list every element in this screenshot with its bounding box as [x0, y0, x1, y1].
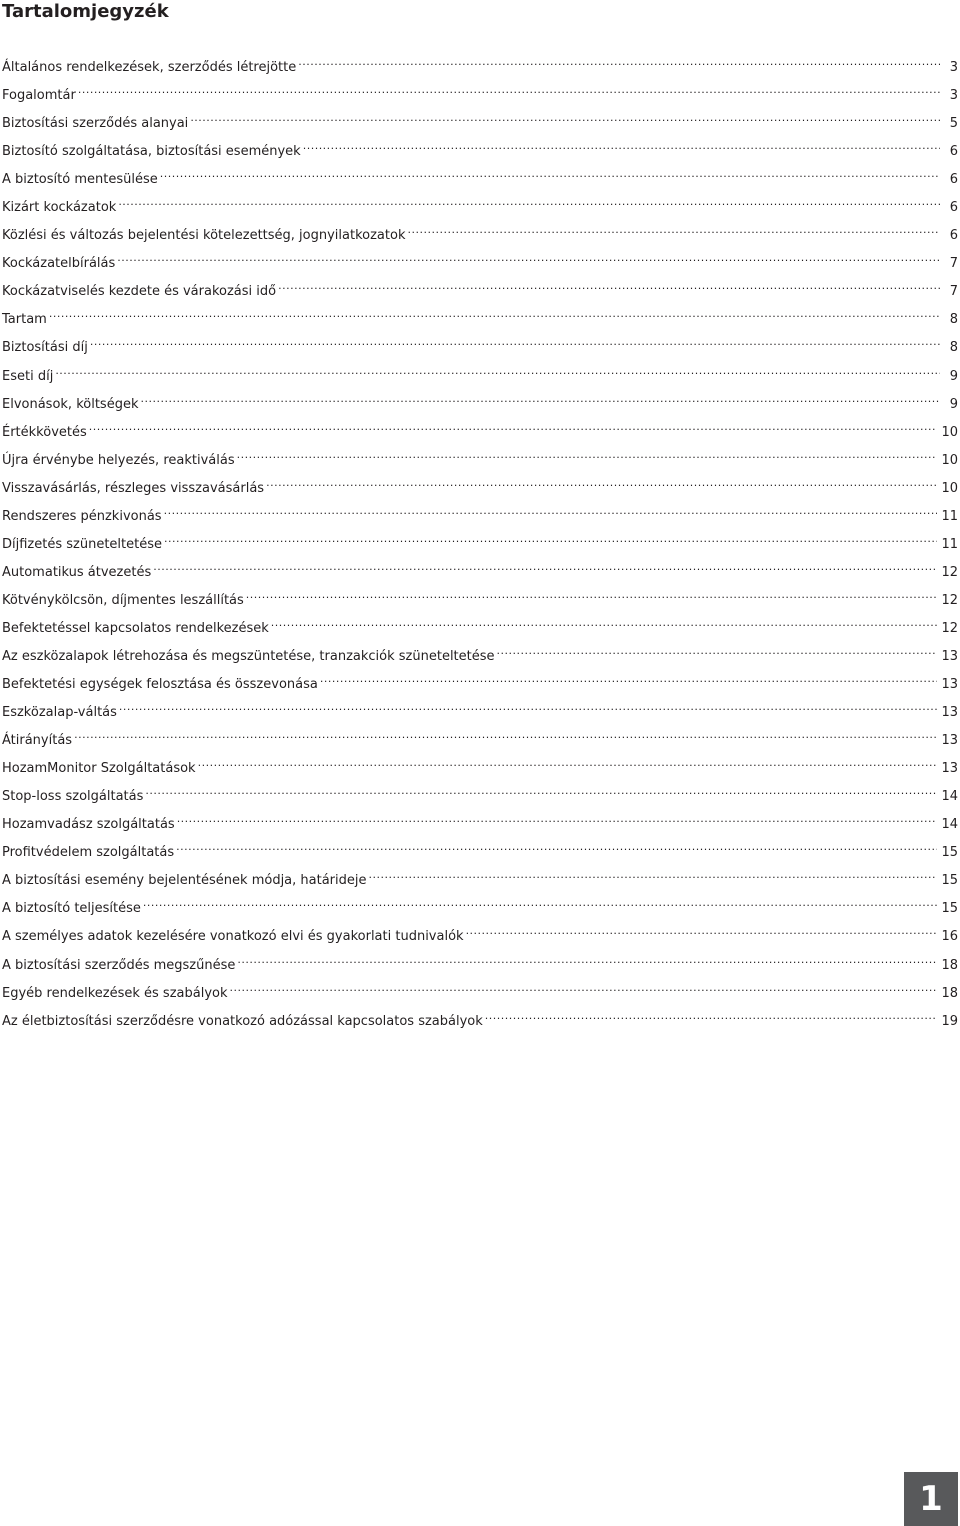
toc-dot-leader [320, 675, 938, 688]
toc-dot-leader [466, 927, 938, 940]
toc-dot-leader [143, 899, 938, 912]
toc-entry-title: A személyes adatok kezelésére vonatkozó elvi és gyakorlati tudnivalók [2, 929, 464, 945]
toc-entry[interactable] [2, 309, 958, 337]
toc-dot-leader [164, 535, 937, 548]
toc-entry-title: Átirányítás [2, 733, 73, 749]
toc-entry[interactable] [2, 394, 958, 422]
toc-dot-leader [369, 871, 938, 884]
toc-entry-page-number: 10 [941, 480, 958, 496]
toc-entry[interactable] [2, 422, 958, 450]
toc-entry-title: A biztosító teljesítése [2, 901, 141, 917]
toc-entry-title: Kötvénykölcsön, díjmentes leszállítás [2, 592, 244, 608]
toc-entry-title: Visszavásárlás, részleges visszavásárlás [2, 480, 265, 496]
toc-dot-leader [145, 787, 937, 800]
toc-dot-leader [237, 956, 937, 969]
toc-entry-page-number: 6 [949, 200, 958, 216]
toc-entry-page-number: 16 [941, 929, 958, 945]
toc-entry-page-number: 10 [941, 424, 958, 440]
toc-entry-page-number: 15 [941, 901, 958, 917]
toc-entry[interactable] [2, 730, 958, 758]
toc-entry[interactable] [2, 225, 958, 253]
toc-entry-page-number: 13 [941, 733, 958, 749]
toc-entry[interactable] [2, 534, 958, 562]
toc-entry-title: Biztosító szolgáltatása, biztosítási események [2, 144, 301, 160]
toc-entry[interactable] [2, 197, 958, 225]
toc-entry-title: Eseti díj [2, 368, 54, 384]
toc-entry[interactable] [2, 702, 958, 730]
toc-entry-title: HozamMonitor Szolgáltatások [2, 761, 196, 777]
toc-dot-leader [74, 731, 937, 744]
toc-entry-title: Hozamvadász szolgáltatás [2, 817, 175, 833]
toc-entry-page-number: 12 [941, 620, 958, 636]
toc-dot-leader [78, 86, 940, 99]
toc-entry-page-number: 5 [949, 116, 958, 132]
toc-entry-title: A biztosító mentesülése [2, 172, 158, 188]
toc-entry-title: Stop-loss szolgáltatás [2, 789, 144, 805]
toc-dot-leader [117, 254, 940, 267]
toc-entry-page-number: 13 [941, 761, 958, 777]
toc-entry-title: Általános rendelkezések, szerződés létrejötte [2, 60, 297, 75]
toc-entry-page-number: 3 [949, 60, 958, 75]
toc-entry-title: Profitvédelem szolgáltatás [2, 845, 175, 861]
toc-entry-page-number: 6 [949, 144, 958, 160]
toc-dot-leader [237, 451, 938, 464]
toc-entry-page-number: 11 [941, 536, 958, 552]
toc-entry-title: Az eszközalapok létrehozása és megszüntetése, tranzakciók szüneteltetése [2, 648, 495, 664]
toc-entry-page-number: 9 [949, 396, 958, 412]
toc-entry-title: Az életbiztosítási szerződésre vonatkozó adózással kapcsolatos szabályok [2, 1013, 483, 1029]
toc-entry-title: Rendszeres pénzkivonás [2, 508, 162, 524]
toc-dot-leader [303, 142, 940, 155]
toc-dot-leader [49, 310, 940, 323]
toc-entry[interactable] [2, 786, 958, 814]
toc-entry-title: Újra érvénybe helyezés, reaktiválás [2, 452, 235, 468]
toc-entry[interactable] [2, 169, 958, 197]
toc-entry-title: Befektetéssel kapcsolatos rendelkezések [2, 620, 269, 636]
toc-entry-page-number: 13 [941, 648, 958, 664]
toc-entry-page-number: 12 [941, 592, 958, 608]
toc-entry[interactable] [2, 870, 958, 898]
toc-entry-page-number: 13 [941, 705, 958, 721]
toc-entry-title: Automatikus átvezetés [2, 564, 152, 580]
toc-entry-title: Elvonások, költségek [2, 396, 139, 412]
toc-entry[interactable] [2, 618, 958, 646]
toc-entry-title: Közlési és változás bejelentési kötelezettség, jognyilatkozatok [2, 228, 406, 244]
toc-entry[interactable] [2, 450, 958, 478]
toc-entry[interactable] [2, 842, 958, 870]
toc-entry-page-number: 14 [941, 817, 958, 833]
toc-entry-page-number: 8 [949, 340, 958, 356]
toc-entry-page-number: 15 [941, 873, 958, 889]
toc-entry-page-number: 14 [941, 789, 958, 805]
toc-dot-leader [407, 226, 940, 239]
toc-entry-title: Kockázatviselés kezdete és várakozási idő [2, 284, 277, 300]
toc-entry[interactable] [2, 366, 958, 394]
toc-entry-title: Biztosítási szerződés alanyai [2, 116, 189, 132]
toc-entry[interactable] [2, 898, 958, 926]
page-title: Tartalomjegyzék [2, 1, 169, 22]
toc-dot-leader [266, 479, 937, 492]
page-number-badge: 1 [904, 1472, 958, 1526]
toc-entry[interactable] [2, 57, 958, 85]
toc-entry[interactable] [2, 983, 958, 1011]
toc-entry-title: Kockázatelbírálás [2, 256, 116, 272]
toc-dot-leader [55, 367, 940, 380]
toc-entry-title: Fogalomtár [2, 88, 76, 104]
toc-entry-page-number: 12 [941, 564, 958, 580]
toc-entry-title: Eszközalap-váltás [2, 705, 117, 721]
toc-entry-title: Díjfizetés szüneteltetése [2, 536, 162, 552]
toc-dot-leader [485, 1012, 938, 1025]
toc-entry[interactable] [2, 562, 958, 590]
toc-entry-page-number: 6 [949, 172, 958, 188]
toc-entry[interactable] [2, 337, 958, 365]
toc-entry[interactable] [2, 646, 958, 674]
toc-entry-page-number: 7 [949, 256, 958, 272]
toc-entry-title: Tartam [2, 312, 47, 328]
toc-entry[interactable] [2, 674, 958, 702]
toc-entry-page-number: 13 [941, 677, 958, 693]
toc-dot-leader [177, 815, 938, 828]
toc-entry-title: A biztosítási esemény bejelentésének módja, határideje [2, 873, 367, 889]
toc-dot-leader [497, 647, 938, 660]
toc-dot-leader [176, 843, 937, 856]
toc-dot-leader [298, 58, 940, 71]
toc-entry-title: A biztosítási szerződés megszűnése [2, 957, 236, 973]
toc-dot-leader [230, 984, 938, 997]
toc-dot-leader [119, 703, 938, 716]
toc-entry[interactable] [2, 141, 958, 169]
toc-dot-leader [190, 114, 940, 127]
toc-entry-title: Értékkövetés [2, 424, 87, 440]
toc-entry[interactable] [2, 926, 958, 954]
toc-entry[interactable] [2, 758, 958, 786]
toc-entry[interactable] [2, 85, 958, 113]
toc-entry-page-number: 19 [941, 1013, 958, 1029]
toc-dot-leader [160, 170, 940, 183]
toc-dot-leader [278, 282, 940, 295]
toc-entry[interactable] [2, 253, 958, 281]
toc-entry-title: Biztosítási díj [2, 340, 88, 356]
toc-entry[interactable] [2, 1011, 958, 1039]
toc-entry-page-number: 6 [949, 228, 958, 244]
toc-entry[interactable] [2, 955, 958, 983]
toc-entry[interactable] [2, 814, 958, 842]
toc-entry-title: Kizárt kockázatok [2, 200, 117, 216]
toc-entry-page-number: 8 [949, 312, 958, 328]
toc-entry-page-number: 9 [949, 368, 958, 384]
toc-dot-leader [153, 563, 937, 576]
toc-entry[interactable] [2, 478, 958, 506]
toc-entry-page-number: 15 [941, 845, 958, 861]
toc-dot-leader [90, 338, 940, 351]
toc-entry-page-number: 11 [941, 508, 958, 524]
toc-entry[interactable] [2, 590, 958, 618]
table-of-contents [2, 57, 958, 1039]
toc-dot-leader [198, 759, 938, 772]
toc-entry-page-number: 18 [941, 985, 958, 1001]
toc-entry[interactable] [2, 281, 958, 309]
toc-dot-leader [246, 591, 938, 604]
toc-entry-title: Befektetési egységek felosztása és összevonása [2, 677, 318, 693]
toc-entry-page-number: 3 [949, 88, 958, 104]
toc-entry-page-number: 10 [941, 452, 958, 468]
toc-dot-leader [89, 423, 938, 436]
toc-entry[interactable] [2, 113, 958, 141]
toc-entry-page-number: 18 [941, 957, 958, 973]
toc-entry-page-number: 7 [949, 284, 958, 300]
toc-dot-leader [118, 198, 940, 211]
toc-entry-title: Egyéb rendelkezések és szabályok [2, 985, 228, 1001]
toc-dot-leader [140, 395, 940, 408]
toc-dot-leader [164, 507, 938, 520]
toc-entry[interactable] [2, 506, 958, 534]
toc-dot-leader [271, 619, 938, 632]
